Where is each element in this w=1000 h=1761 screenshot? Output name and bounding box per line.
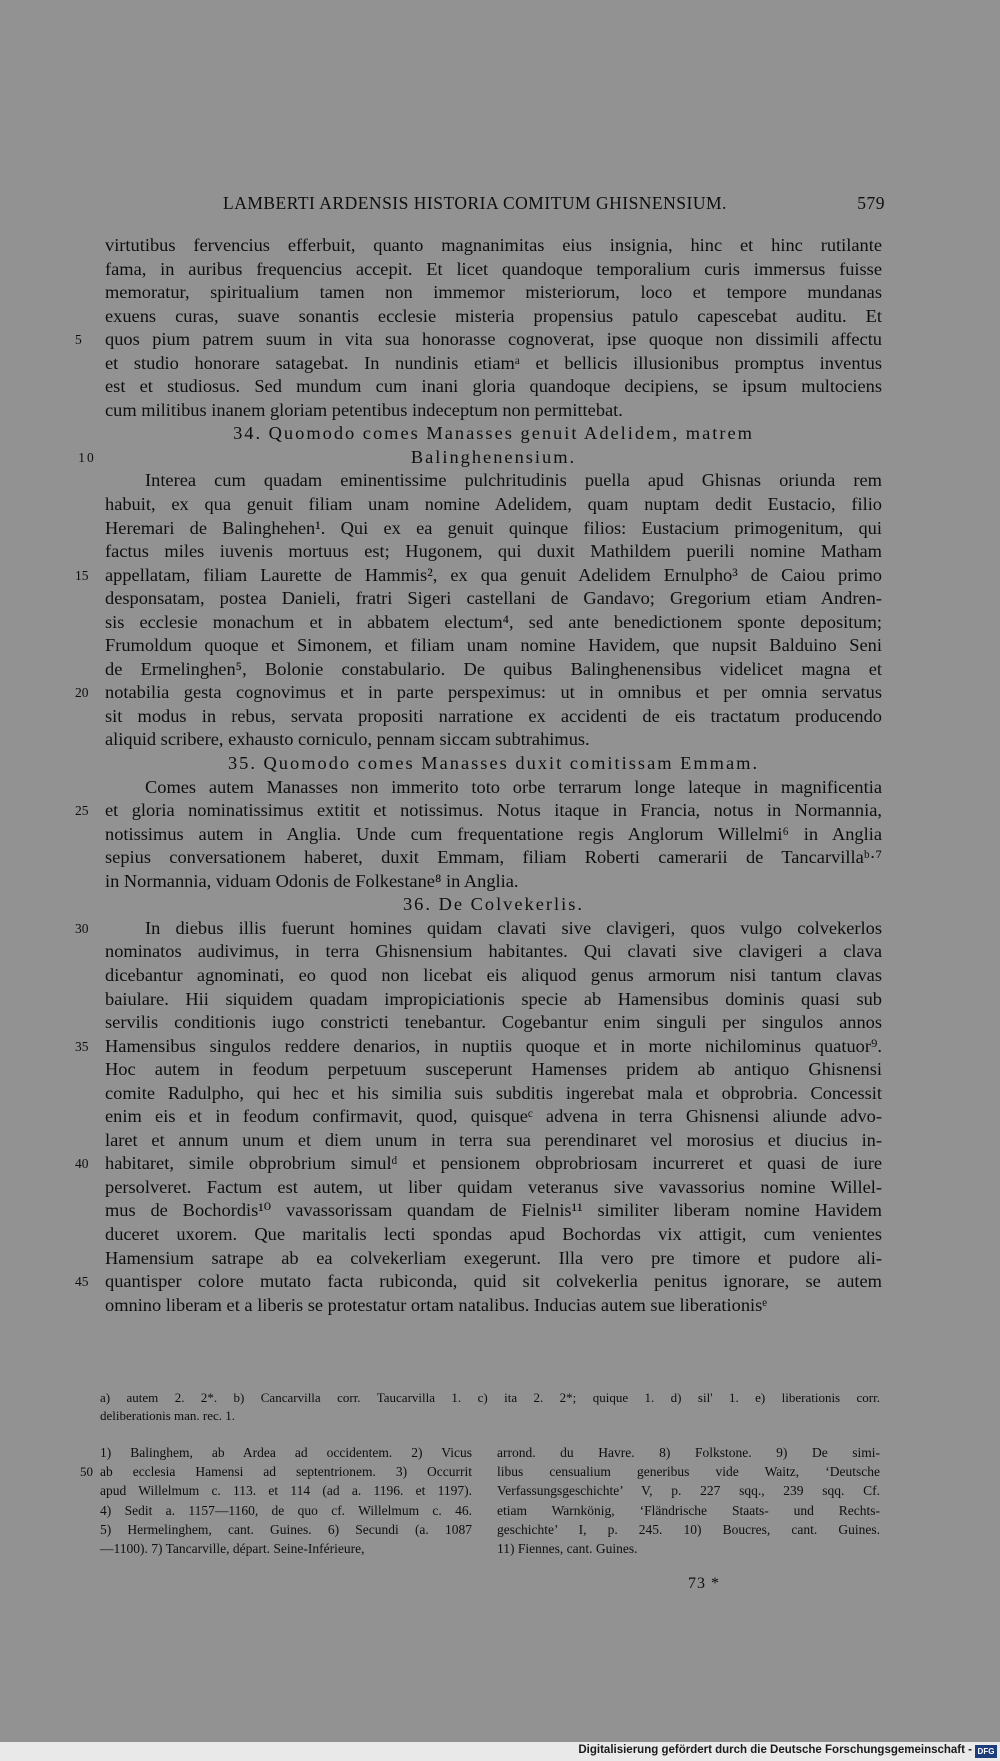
text-line [105, 1011, 882, 1035]
line-text: arrond. du Havre. 8) Folkstone. 9) De simi- [497, 1445, 880, 1460]
line-text: notissimus autem in Anglia. Unde cum frequentatione regis Anglorum Willelmi⁶ in Anglia [105, 823, 882, 844]
line-text: comite Radulpho, qui hec et his similia suis subditis ingerebat mala et obprobria. Concessit [105, 1082, 882, 1103]
line-text: et gloria nominatissimus extitit et notissimus. Notus itaque in Francia, notus in Normannia, [105, 800, 882, 821]
line-text: habitaret, simile obprobrium simulᵈ et pensionem obprobriosam incurreret et quasi de iure [105, 1153, 882, 1174]
line-text: 4) Sedit a. 1157—1160, de quo cf. Willelmum c. 46. [100, 1502, 472, 1518]
line-text: mus de Bochordis¹⁰ vavassorissam quandam de Fielnis¹¹ similiter liberam nomine Havidem [105, 1200, 882, 1221]
line-text: 34. Quomodo comes Manasses genuit Adelidem, matrem [233, 423, 754, 444]
line-text: libus censualium generibus vide Waitz, ‘Deutsche [497, 1464, 880, 1480]
main-text [75, 234, 882, 1317]
text-line [105, 1082, 882, 1106]
line-text: exuens curas, suave sonantis ecclesie misteria propensius patulo capescebat auditu. Et [105, 305, 882, 326]
text-line [105, 964, 882, 988]
text-line [75, 328, 882, 352]
section-heading [78, 446, 882, 470]
text-line [105, 469, 882, 493]
line-text: et studio honorare satagebat. In nundinis etiamᵃ et bellicis illusionibus promptus inventus [105, 352, 882, 373]
text-line [105, 823, 882, 847]
text-line [105, 1058, 882, 1082]
line-number: 20 [75, 685, 89, 701]
text-line [105, 305, 882, 329]
text-line [105, 1247, 882, 1271]
text-line [105, 1294, 882, 1318]
line-text: fama, in auribus frequencius accepit. Et licet quandoque temporalium curis immersus fuisse [105, 258, 882, 279]
text-line [105, 1199, 882, 1223]
text-line [497, 1501, 880, 1520]
text-line [75, 1152, 882, 1176]
line-text: est et studiosus. Sed mundum cum inani gloria quandoque decipiens, se ipsum multociens [105, 376, 882, 397]
line-text: Frumoldum quoque et Simonem, et filiam unam nomine Havidem, que nupsit Balduino Seni [105, 635, 882, 656]
text-line [80, 1462, 472, 1481]
text-line [105, 1176, 882, 1200]
apparatus-line: a) autem 2. 2*. b) Cancarvilla corr. Taucarvilla 1. c) ita 2. 2*; quique 1. d) sil' 1. e) liberationis corr. [100, 1390, 880, 1405]
text-line [105, 1129, 882, 1153]
line-text: memoratur, spiritualium tamen non immemor misteriorum, loco et tempore mundanas [105, 282, 882, 303]
line-text: laret et annum unum et diem unum in terra sua perendinaret vel morosius et diucius in- [105, 1129, 882, 1150]
line-text: In diebus illis fuerunt homines quidam clavati sive clavigeri, quos vulgo colvekerlos [145, 917, 882, 938]
line-text: Comes autem Manasses non immerito toto orbe terrarum longe lateque in magnificentia [145, 776, 882, 797]
text-line [105, 587, 882, 611]
footnotes-left-column [80, 1443, 472, 1558]
text-line [100, 1443, 472, 1462]
line-text: Balinghenensium. [410, 446, 577, 467]
line-number: 50 [80, 1464, 93, 1480]
text-line [105, 634, 882, 658]
text-line [75, 681, 882, 705]
sheet-signature: 73 * [688, 1575, 720, 1592]
text-line [100, 1481, 472, 1500]
text-line [105, 658, 882, 682]
credit-bar [0, 1742, 1000, 1761]
dfg-logo: DFG [975, 1745, 997, 1758]
line-number: 30 [75, 920, 89, 936]
text-line [105, 870, 882, 894]
line-number: 10 [78, 449, 96, 465]
text-line [100, 1501, 472, 1520]
text-line [497, 1520, 880, 1539]
text-line [100, 1520, 472, 1539]
running-title: LAMBERTI ARDENSIS HISTORIA COMITUM GHISNENSIUM. [223, 193, 727, 213]
line-text: desponsatam, postea Danieli, fratri Sigeri castellani de Gandavo; Gregorium etiam Andren- [105, 588, 882, 609]
line-text: de Ermelinghen⁵, Bolonie constabulario. De quibus Balinghenensibus videlicet magna et [105, 658, 882, 679]
text-line [497, 1539, 880, 1558]
line-text: baiulare. Hii siquidem quadam impropiciationis specie ab Hamensibus dominis quasi sub [105, 988, 882, 1009]
line-text: aliquid scribere, exhausto corniculo, pennam siccam subtrahimus. [105, 729, 590, 750]
line-text: Verfassungsgeschichte’ V, p. 227 sqq., 239 sqq. Cf. [497, 1483, 880, 1499]
text-line [105, 517, 882, 541]
line-text: etiam Warnkönig, ‘Fländrische Staats- und Rechts- [497, 1502, 880, 1518]
line-number: 45 [75, 1274, 89, 1290]
line-text: appellatam, filiam Laurette de Hammis², ex qua genuit Adelidem Ernulpho³ de Caiou primo [105, 564, 882, 585]
line-number: 5 [75, 332, 82, 348]
critical-apparatus [100, 1389, 880, 1425]
text-line [497, 1462, 880, 1481]
text-line [105, 611, 882, 635]
text-line [75, 917, 882, 941]
line-text: 5) Hermelinghem, cant. Guines. 6) Secundi (a. 1087 [100, 1521, 472, 1537]
line-text: Hamensibus singulos reddere denarios, in nuptiis quoque et in morte nichilominus quatuor⁹. [105, 1035, 882, 1056]
line-text: enim eis et in feodum confirmavit, quod, quisqueᶜ advena in terra Ghisnensi aliunde advo- [105, 1106, 882, 1127]
text-line [105, 776, 882, 800]
text-line [105, 540, 882, 564]
text-line [105, 234, 882, 258]
line-text: sis ecclesie monachum et in abbatem electum⁴, sed ante benedictionem sponte depositum; [105, 611, 882, 632]
line-text: ab ecclesia Hamensi ad septentrionem. 3) Occurrit [100, 1464, 472, 1480]
line-text: Heremari de Balinghehen¹. Qui ex ea genuit quinque filios: Eustacium primogenitum, qui [105, 517, 882, 538]
line-text: geschichte’ I, p. 245. 10) Boucres, cant. Guines. [497, 1521, 880, 1537]
line-text: dicebantur agnominati, eo quod non licebat eis aliquod genus armorum nisi tantum clavas [105, 964, 882, 985]
line-text: Hoc autem in feodum perpetuum susceperunt Hamenses pridem ab antiquo Ghisnensi [105, 1059, 882, 1080]
line-text: duceret uxorem. Que maritalis lecti spondas apud Bochordas vix attigit, cum venientes [105, 1223, 882, 1244]
line-number: 40 [75, 1156, 89, 1172]
line-text: omnino liberam et a liberis se protestatur ortam natalibus. Inducias autem sue liberationisᵉ [105, 1294, 767, 1315]
section-heading [105, 422, 882, 446]
line-text: 35. Quomodo comes Manasses duxit comitissam Emmam. [227, 753, 760, 774]
text-line [497, 1443, 880, 1462]
text-line [497, 1481, 880, 1500]
text-line [105, 705, 882, 729]
text-line [75, 564, 882, 588]
line-text: quos pium patrem suum in vita sua honorasse cognoverat, ipse quoque non dissimili affectu [105, 329, 882, 350]
text-line [105, 846, 882, 870]
text-line [75, 1035, 882, 1059]
section-heading [105, 893, 882, 917]
text-line [105, 258, 882, 282]
line-number: 35 [75, 1038, 89, 1054]
text-line [75, 799, 882, 823]
line-text: sepius conversationem haberet, duxit Emmam, filiam Roberti camerarii de Tancarvillaᵇ·⁷ [105, 847, 882, 868]
text-line [105, 399, 882, 423]
line-text: habuit, ex qua genuit filiam unam nomine Adelidem, quam nuptam dedit Eustacio, filio [105, 494, 882, 515]
line-text: virtutibus fervencius efferbuit, quanto magnanimitas eius insignia, hinc et hinc rutilante [105, 235, 882, 255]
line-text: sit modus in rebus, servata propositi narratione ex accidenti de eis tractatum producendo [105, 705, 882, 726]
line-number: 15 [75, 567, 89, 583]
line-text: in Normannia, viduam Odonis de Folkestane⁸ in Anglia. [105, 870, 519, 891]
line-text: notabilia gesta cognovimus et in parte perspeximus: ut in omnibus et per omnia servatus [105, 682, 882, 703]
line-text: —1100). 7) Tancarville, départ. Seine-Inférieure, [100, 1541, 365, 1557]
line-text: persolveret. Factum est autem, ut liber quidam veteranus sive vavassorius nomine Willel- [105, 1176, 882, 1197]
text-line [105, 1105, 882, 1129]
line-number: 25 [75, 803, 89, 819]
line-text: quantisper colore mutato facta rubiconda, quid sit colvekerlia penitus ignorare, se autem [105, 1271, 882, 1292]
text-line [105, 728, 882, 752]
line-text: servilis conditionis iugo constricti tenebantur. Cogebantur enim singuli per singulos annos [105, 1012, 882, 1033]
text-line [105, 352, 882, 376]
line-text: Hamensium satrape ab ea colvekerliam exegerunt. Illa vero pre timore et pudore ali- [105, 1247, 882, 1268]
line-text: 1) Balinghem, ab Ardea ad occidentem. 2) Vicus [100, 1445, 472, 1460]
line-text: apud Willelmum c. 113. et 114 (ad a. 1196. et 1197). [100, 1483, 472, 1499]
section-heading [105, 752, 882, 776]
text-line [75, 1270, 882, 1294]
line-text: Interea cum quadam eminentissime pulchritudinis puella apud Ghisnas oriunda rem [145, 470, 882, 491]
line-text: 11) Fiennes, cant. Guines. [497, 1541, 638, 1557]
text-line [105, 1223, 882, 1247]
line-text: nominatos audivimus, in terra Ghisnensium habitantes. Qui clavati sive clavigeri a clava [105, 941, 882, 962]
page-number: 579 [857, 193, 885, 213]
text-line [105, 988, 882, 1012]
apparatus-line: deliberationis man. rec. 1. [100, 1408, 236, 1423]
line-text: factus miles iuvenis mortuus est; Hugonem, qui duxit Mathildem puerili nomine Matham [105, 541, 882, 562]
line-text: 36. De Colvekerlis. [402, 894, 584, 915]
text-line [105, 940, 882, 964]
credit-text: Digitalisierung gefördert durch die Deutsche Forschungsgemeinschaft - [578, 1744, 972, 1756]
text-line [105, 493, 882, 517]
text-line [105, 375, 882, 399]
line-text: cum militibus inanem gloriam petentibus indeceptum non permittebat. [105, 399, 623, 420]
footnotes-right-column [497, 1443, 880, 1558]
text-line [100, 1539, 472, 1558]
text-line [105, 281, 882, 305]
